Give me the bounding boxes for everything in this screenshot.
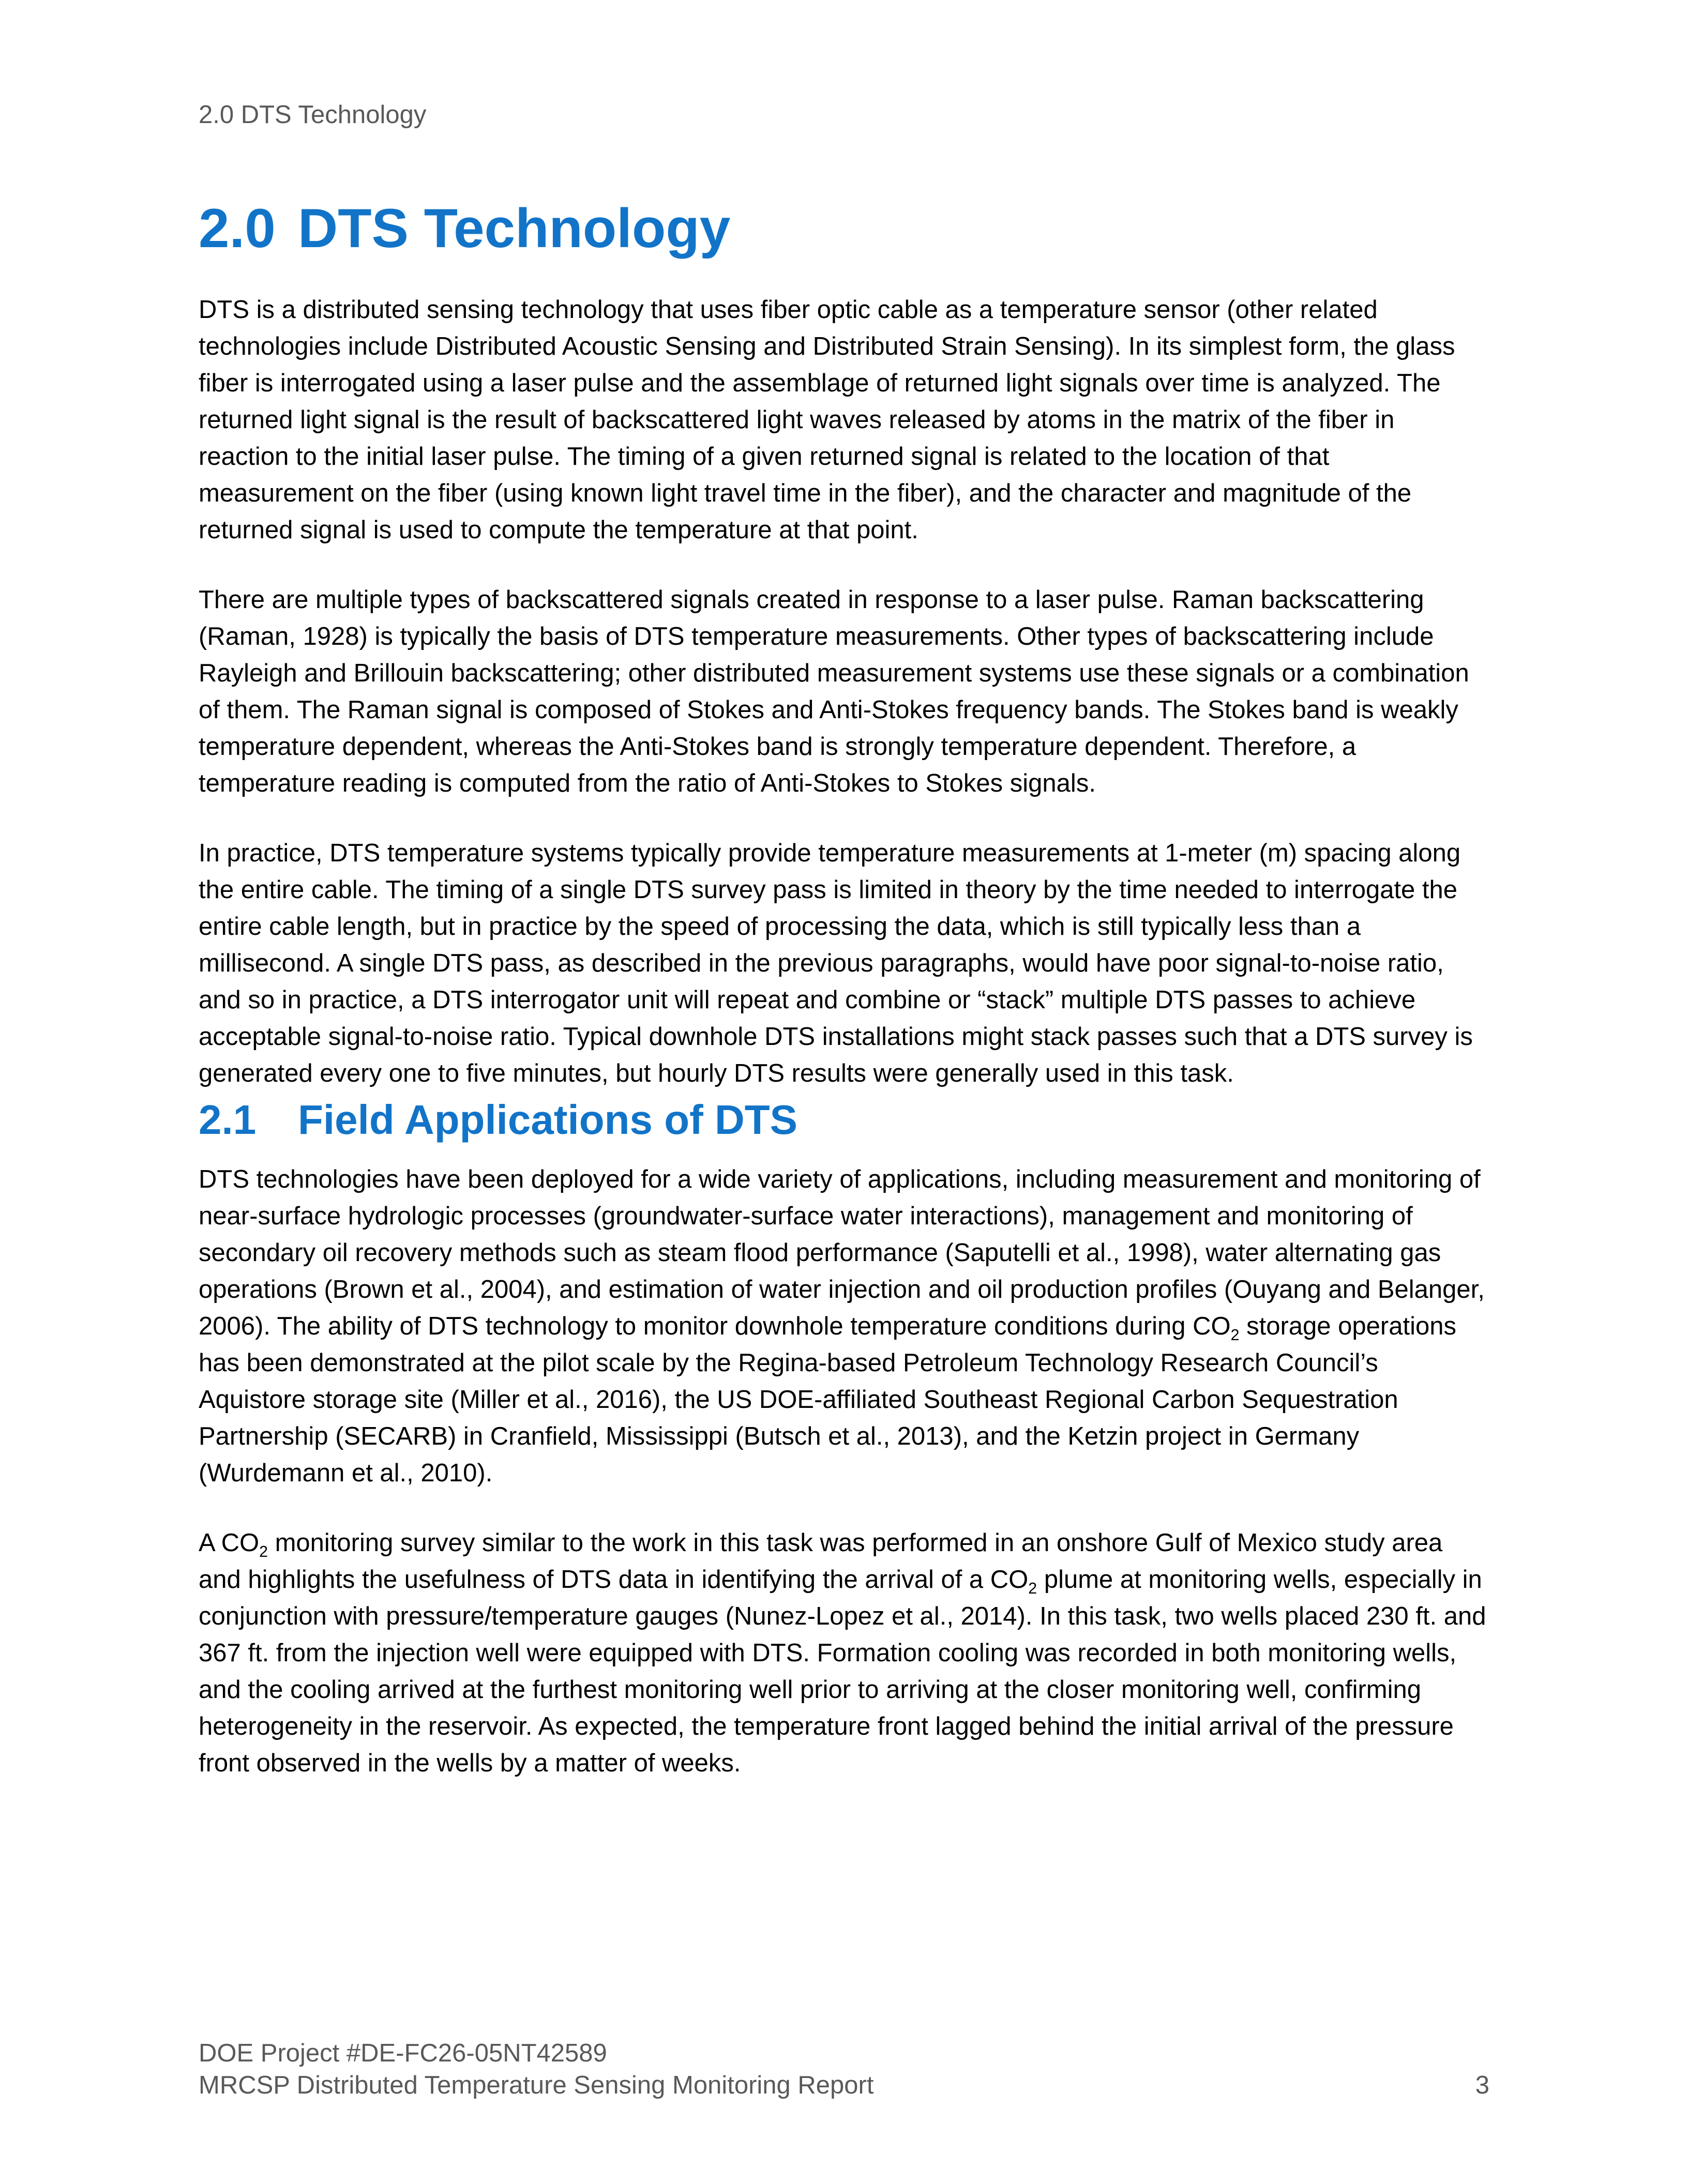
page-footer bbox=[199, 2037, 1489, 2101]
body-paragraph: A $CO_2$ monitoring survey similar to the work in this task was performed in an onshore Gulf of Mexico study area and highlights the usefulness of DTS data in identifying the arrival of a $CO_2$ plume at monitoring wells, especially in conjunction with pressure/temperature gauges (Nunez-Lopez et al., 2014). In this task, two wells placed 230 ft. and 367 ft. from the injection well were equipped with DTS. Formation cooling was recorded in both monitoring wells, and the cooling arrived at the furthest monitoring well prior to arriving at the closer monitoring well, confirming heterogeneity in the reservoir. As expected, the temperature front lagged behind the initial arrival of the pressure front observed in the wells by a matter of weeks. bbox=[199, 1529, 1486, 1777]
heading-number: 2.0 bbox=[199, 197, 276, 259]
footer-report-title: MRCSP Distributed Temperature Sensing Monitoring Report bbox=[199, 2071, 874, 2099]
page-content bbox=[199, 196, 1489, 1815]
body-paragraph: In practice, DTS temperature systems typically provide temperature measurements at 1-meter (m) spacing along the entire cable. The timing of a single DTS survey pass is limited in theory by the time needed to interrogate the entire cable length, but in practice by the speed of processing the data, which is still typically less than a millisecond. A single DTS pass, as described in the previous paragraphs, would have poor signal-to-noise ratio, and so in practice, a DTS interrogator unit will repeat and combine or “stack” multiple DTS passes to achieve acceptable signal-to-noise ratio. Typical downhole DTS installations might stack passes such that a DTS survey is generated every one to five minutes, but hourly DTS results were generally used in this task. bbox=[199, 839, 1473, 1087]
body-paragraph: There are multiple types of backscattered signals created in response to a laser pulse. Raman backscattering (Raman, 1928) is typically the basis of DTS temperature measurements. Other types of backscattering include Rayleigh and Brillouin backscattering; other distributed measurement systems use these signals or a combination of them. The Raman signal is composed of Stokes and Anti-Stokes frequency bands. The Stokes band is weakly temperature dependent, whereas the Anti-Stokes band is strongly temperature dependent. Therefore, a temperature reading is computed from the ratio of Anti-Stokes to Stokes signals. bbox=[199, 586, 1469, 797]
footer-title-row bbox=[199, 2069, 1489, 2101]
section-heading-2-0 bbox=[199, 196, 1489, 260]
body-paragraph: DTS technologies have been deployed for a wide variety of applications, including measurement and monitoring of near-surface hydrologic processes (groundwater-surface water interactions), management and monitoring of secondary oil recovery methods such as steam flood performance (Saputelli et al., 1998), water alternating gas operations (Brown et al., 2004), and estimation of water injection and oil production profiles (Ouyang and Belanger, 2006). The ability of DTS technology to monitor downhole temperature conditions during $CO_2$ storage operations has been demonstrated at the pilot scale by the Regina-based Petroleum Technology Research Council’s Aquistore storage site (Miller et al., 2016), the US DOE-affiliated Southeast Regional Carbon Sequestration Partnership (SECARB) in Cranfield, Mississippi (Butsch et al., 2013), and the Ketzin project in Germany (Wurdemann et al., 2010). bbox=[199, 1165, 1485, 1487]
body-paragraph: DTS is a distributed sensing technology that uses fiber optic cable as a temperature sensor (other related technologies include Distributed Acoustic Sensing and Distributed Strain Sensing). In its simplest form, the glass fiber is interrogated using a laser pulse and the assemblage of returned light signals over time is analyzed. The returned light signal is the result of backscattered light waves released by atoms in the matrix of the fiber in reaction to the initial laser pulse. The timing of a given returned signal is related to the location of that measurement on the fiber (using known light travel time in the fiber), and the character and magnitude of the returned signal is used to compute the temperature at that point. bbox=[199, 296, 1455, 544]
footer-project-line: DOE Project #DE-FC26-05NT42589 bbox=[199, 2039, 607, 2067]
heading-text: DTS Technology bbox=[298, 197, 731, 259]
heading-text: Field Applications of DTS bbox=[298, 1097, 797, 1143]
running-header: 2.0 DTS Technology bbox=[199, 101, 427, 129]
section-heading-2-1 bbox=[199, 1094, 1489, 1146]
subscript: 2 bbox=[1230, 1326, 1240, 1344]
heading-number: 2.1 bbox=[199, 1097, 257, 1143]
subscript: 2 bbox=[1028, 1579, 1037, 1597]
intro-paragraphs bbox=[199, 292, 1489, 1092]
subscript: 2 bbox=[259, 1542, 268, 1560]
section-paragraphs bbox=[199, 1161, 1489, 1782]
footer-page-number: 3 bbox=[1475, 2071, 1489, 2099]
